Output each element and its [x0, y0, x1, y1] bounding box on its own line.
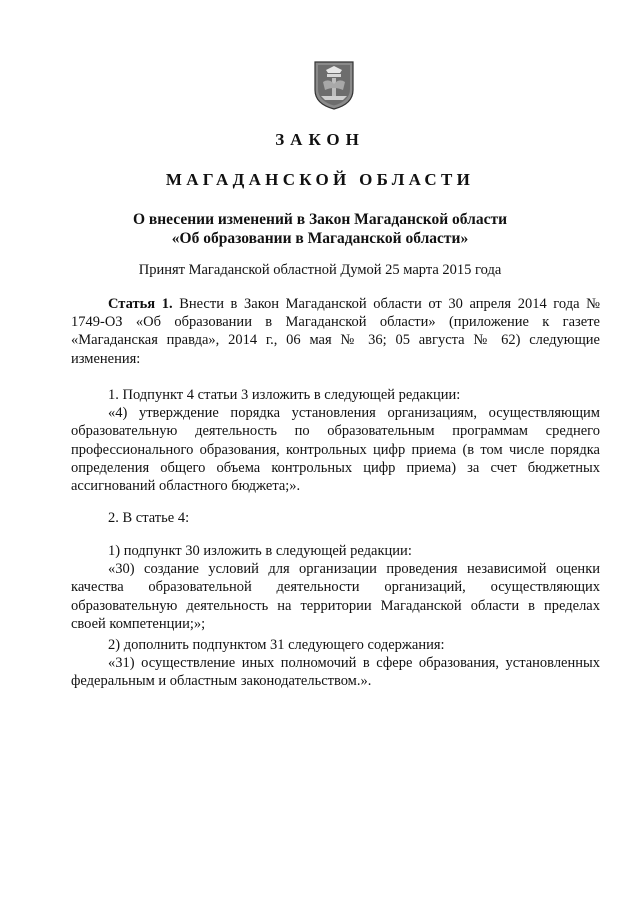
item-1-quote: «4) утверждение порядка установления организациям, осуществляющим образовательную деятельность по образовательным программам среднего профессионального образования, контрольных цифр приема (в том числе порядка определения общего объема контрольных цифр приема) за счет бюджетных ассигнований областного бюджета;».	[71, 405, 600, 495]
item-2-sub-2	[71, 636, 600, 691]
article-1	[71, 295, 600, 368]
item-2-sub-1-quote: «30) создание условий для организации проведения независимой оценки качества образовательной деятельности организаций, осуществляющих образовательную деятельность на территории Магаданской области в пределах своей компетенции;»;	[71, 561, 600, 632]
item-2-sub-2-line: 2) дополнить подпунктом 31 следующего содержания:	[108, 637, 445, 653]
document-subtitle: МАГАДАНСКОЙ ОБЛАСТИ	[165, 170, 475, 189]
item-1	[71, 386, 600, 495]
article-1-label: Статья 1.	[108, 296, 173, 312]
item-2-sub-1	[71, 542, 600, 633]
item-1-line: 1. Подпункт 4 статьи 3 изложить в следующей редакции:	[108, 387, 461, 403]
coat-of-arms-icon	[313, 60, 355, 110]
item-2	[71, 509, 600, 527]
adoption-line: Принят Магаданской областной Думой 25 марта 2015 года	[138, 262, 502, 278]
item-2-sub-2-quote: «31) осуществление иных полномочий в сфере образования, установленных федеральным и областным законодательством.».	[71, 655, 600, 690]
article-1-text: Внести в Закон Магаданской области от 30 апреля 2014 года № 1749-ОЗ «Об образовании в Магаданской области» (приложение к газете «Магаданская правда», 2014 г., 06 мая № 36; 05 августа № 62) следующие изменения:	[71, 296, 600, 367]
item-2-sub-1-line: 1) подпункт 30 изложить в следующей редакции:	[108, 543, 412, 559]
heading-line-1: О внесении изменений в Закон Магаданской области	[132, 211, 508, 228]
heading-line-2: «Об образовании в Магаданской области»	[171, 230, 469, 247]
article-1-paragraph	[71, 295, 600, 368]
document-title: ЗАКОН	[275, 130, 365, 149]
item-2-line: 2. В статье 4:	[108, 510, 190, 526]
document-heading	[0, 210, 640, 248]
